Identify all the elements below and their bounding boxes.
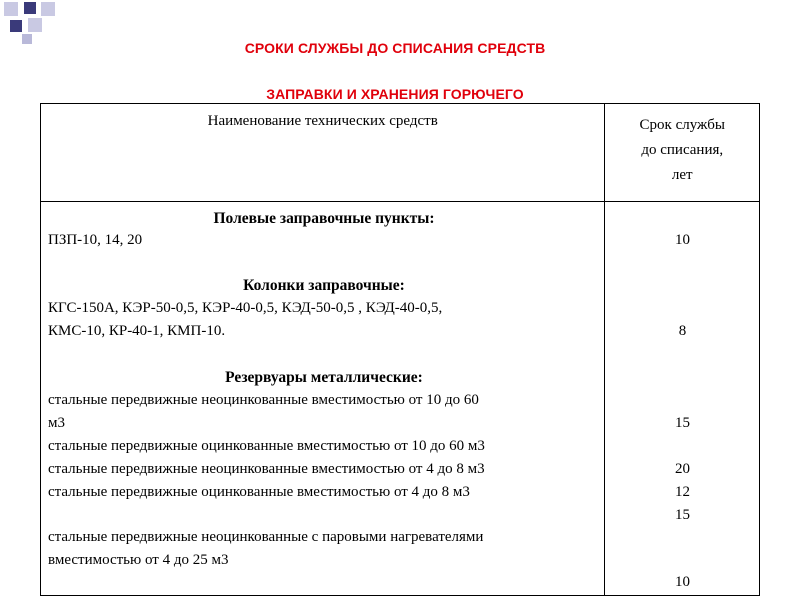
section-heading: Резервуары металлические:	[225, 369, 423, 386]
list-item: стальные передвижные неоцинкованные вместимостью от 4 до 8 м3	[48, 461, 485, 477]
page-title-line1: СРОКИ СЛУЖБЫ ДО СПИСАНИЯ СРЕДСТВ	[244, 40, 546, 56]
deco-square	[24, 2, 36, 14]
deco-square	[41, 2, 55, 16]
deco-square	[10, 20, 22, 32]
header-name-column	[41, 104, 605, 202]
list-item: стальные передвижные оцинкованные вместимостью от 10 до 60 м3	[48, 438, 485, 454]
header-col2-line3: лет	[671, 167, 693, 183]
header-col1-text: Наименование технических средств	[207, 113, 438, 129]
list-item: м3	[48, 415, 65, 431]
service-life-value: 15	[674, 415, 690, 431]
service-life-values-cell	[605, 202, 760, 596]
list-item: КМС-10, КР-40-1, КМП-10.	[48, 323, 226, 339]
section-heading: Полевые заправочные пункты:	[213, 210, 435, 227]
service-life-value: 12	[674, 484, 690, 500]
deco-square	[28, 18, 42, 32]
service-life-value: 15	[674, 507, 690, 523]
header-term-column	[605, 104, 760, 202]
deco-square	[4, 2, 18, 16]
equipment-names-cell	[41, 202, 605, 596]
service-life-value: 8	[678, 323, 687, 339]
list-item: ПЗП-10, 14, 20	[48, 232, 143, 248]
list-item: вместимостью от 4 до 25 м3	[48, 552, 229, 568]
header-col2-line2: до списания,	[641, 142, 724, 158]
page-title-line2: ЗАПРАВКИ И ХРАНЕНИЯ ГОРЮЧЕГО	[266, 86, 524, 102]
service-life-value: 20	[674, 461, 690, 477]
service-life-table	[40, 103, 760, 596]
table-header-row	[41, 104, 760, 202]
list-item: стальные передвижные неоцинкованные с паровыми нагревателями	[48, 529, 484, 545]
list-item: КГС-150А, КЭР-50-0,5, КЭР-40-0,5, КЭД-50-0,5 , КЭД-40-0,5,	[48, 300, 443, 316]
service-life-value: 10	[674, 232, 690, 248]
section-heading: Колонки заправочные:	[243, 277, 405, 294]
list-item: стальные передвижные неоцинкованные вместимостью от 10 до 60	[48, 392, 479, 408]
service-life-value: 10	[674, 574, 690, 590]
list-item: стальные передвижные оцинкованные вместимостью от 4 до 8 м3	[48, 484, 470, 500]
table-row	[41, 202, 760, 596]
header-col2-line1: Срок службы	[639, 117, 725, 133]
